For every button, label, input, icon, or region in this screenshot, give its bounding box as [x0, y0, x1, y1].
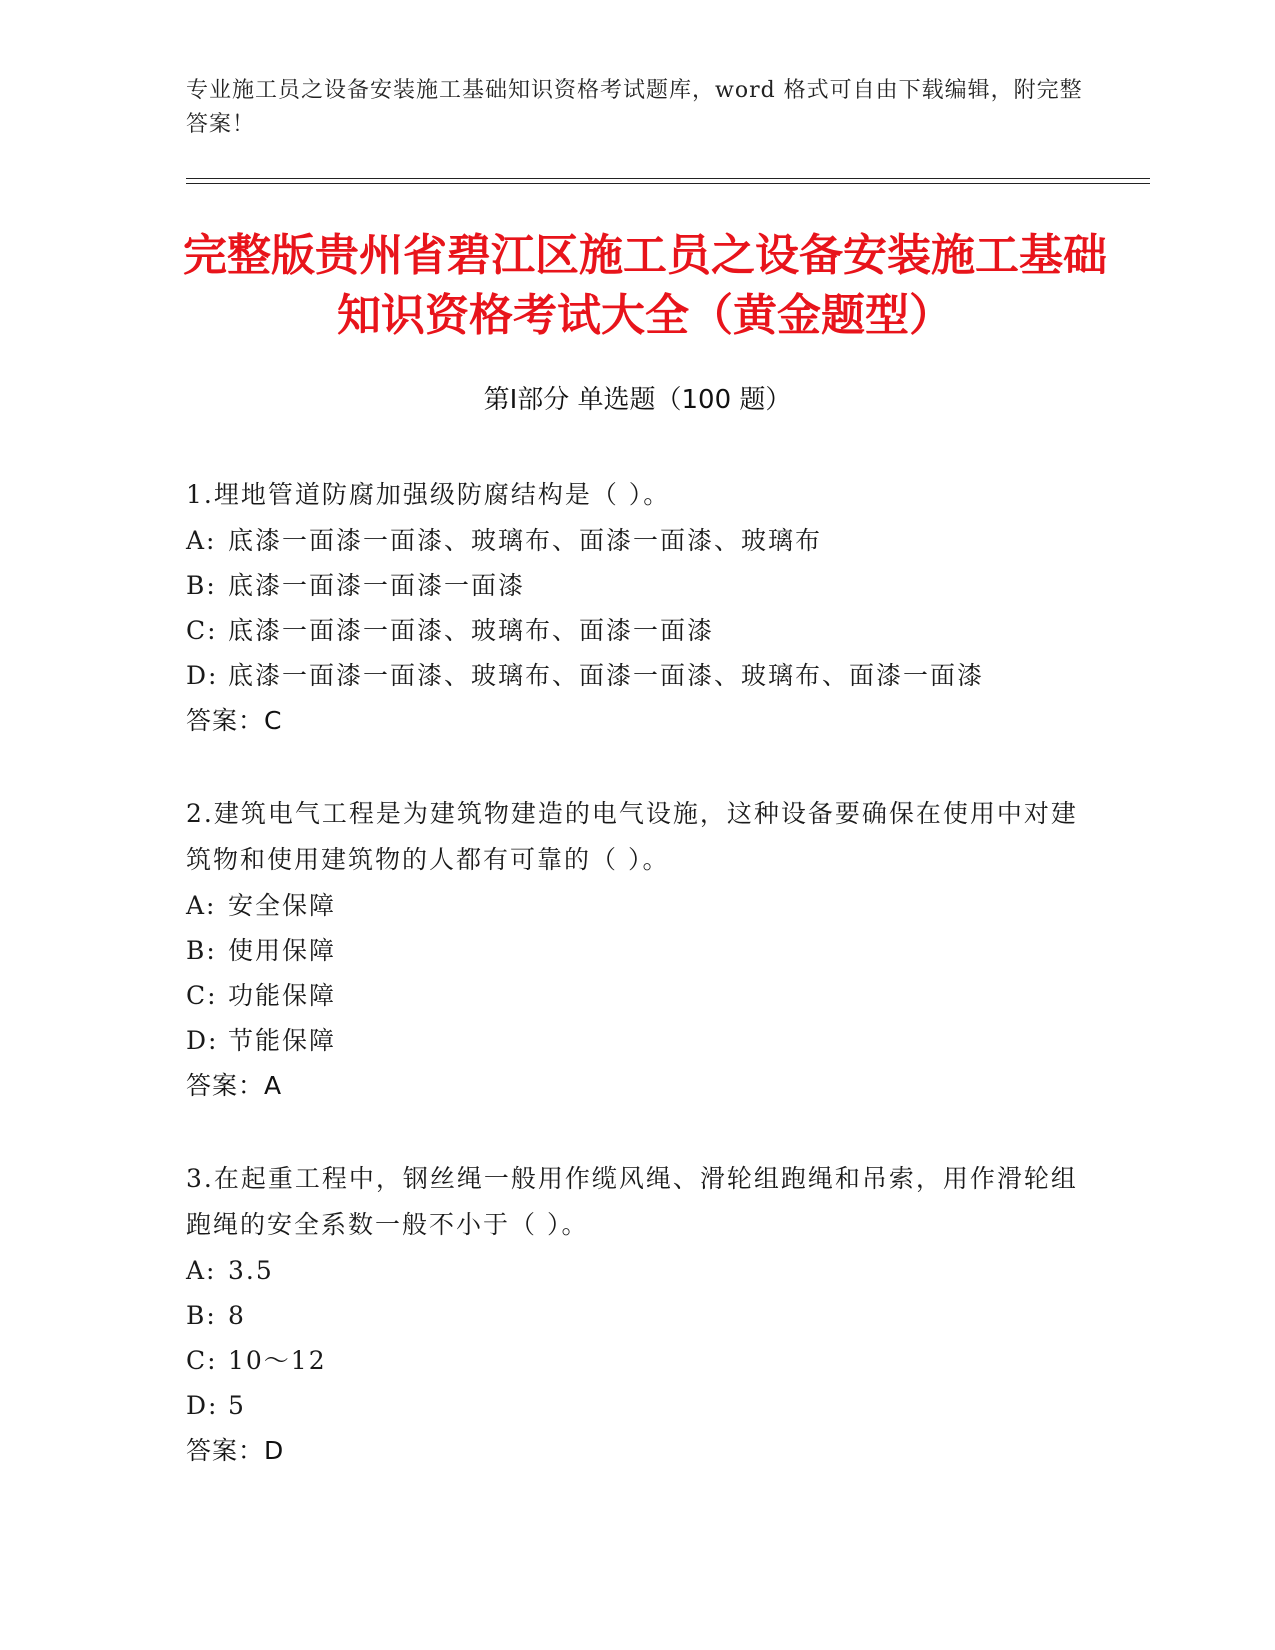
- option-text: 安全保障: [228, 891, 337, 920]
- option-list: [186, 518, 1086, 698]
- answer-label: 答案：: [186, 706, 265, 735]
- option-key: C:: [186, 1346, 218, 1375]
- question-stem: 1.埋地管道防腐加强级防腐结构是（ ）。: [186, 480, 671, 509]
- option-b: [186, 1293, 1086, 1338]
- option-key: B:: [186, 1301, 217, 1330]
- option-b: [186, 563, 1086, 608]
- answer-label: 答案：: [186, 1071, 265, 1100]
- option-text: 节能保障: [228, 1026, 337, 1055]
- question-list: [186, 472, 1086, 1521]
- option-text: 10～12: [228, 1346, 327, 1375]
- answer-value: C: [264, 706, 283, 735]
- option-key: D:: [186, 1391, 219, 1420]
- question-stem: 2.建筑电气工程是为建筑物建造的电气设施，这种设备要确保在使用中对建筑物和使用建筑物的人都有可靠的（ ）。: [186, 799, 1078, 874]
- header-note: 专业施工员之设备安装施工基础知识资格考试题库，word 格式可自由下载编辑，附完整答案！: [186, 78, 1083, 137]
- option-c: [186, 1338, 1086, 1383]
- option-text: 3.5: [228, 1256, 274, 1285]
- option-c: [186, 608, 1086, 653]
- answer-line: [186, 1428, 1086, 1474]
- answer-label: 答案：: [186, 1436, 265, 1465]
- question-stem: 3.在起重工程中，钢丝绳一般用作缆风绳、滑轮组跑绳和吊索，用作滑轮组跑绳的安全系数一般不小于（ ）。: [186, 1164, 1078, 1239]
- option-b: [186, 928, 1086, 973]
- option-text: 8: [228, 1301, 246, 1330]
- option-key: A:: [186, 526, 217, 555]
- answer-value: D: [264, 1436, 285, 1465]
- option-d: [186, 1018, 1086, 1063]
- question-3: [186, 1156, 1086, 1474]
- option-key: D:: [186, 1026, 219, 1055]
- option-text: 底漆一面漆一面漆、玻璃布、面漆一面漆、玻璃布: [228, 526, 823, 555]
- option-list: [186, 883, 1086, 1063]
- option-text: 底漆一面漆一面漆一面漆: [228, 571, 526, 600]
- option-a: [186, 883, 1086, 928]
- option-text: 底漆一面漆一面漆、玻璃布、面漆一面漆: [228, 616, 715, 645]
- option-key: A:: [186, 1256, 217, 1285]
- answer-value: A: [264, 1071, 283, 1100]
- option-key: D:: [186, 661, 219, 690]
- option-text: 使用保障: [228, 936, 337, 965]
- option-d: [186, 1383, 1086, 1428]
- answer-line: [186, 698, 1086, 744]
- option-list: [186, 1248, 1086, 1428]
- option-a: [186, 1248, 1086, 1293]
- option-key: C:: [186, 616, 218, 645]
- question-2: [186, 791, 1086, 1109]
- question-1: [186, 472, 1086, 744]
- header-divider-bottom: [186, 183, 1150, 184]
- option-c: [186, 973, 1086, 1018]
- option-text: 5: [228, 1391, 246, 1420]
- document-title: 完整版贵州省碧江区施工员之设备安装施工基础知识资格考试大全（黄金题型）: [183, 230, 1107, 341]
- option-text: 底漆一面漆一面漆、玻璃布、面漆一面漆、玻璃布、面漆一面漆: [228, 661, 985, 690]
- option-key: B:: [186, 571, 217, 600]
- option-key: C:: [186, 981, 218, 1010]
- section-title: 第Ⅰ部分 单选题（100 题）: [483, 385, 792, 415]
- answer-line: [186, 1063, 1086, 1109]
- option-text: 功能保障: [228, 981, 337, 1010]
- header-divider-top: [186, 178, 1150, 179]
- option-key: B:: [186, 936, 217, 965]
- option-d: [186, 653, 1086, 698]
- option-key: A:: [186, 891, 217, 920]
- option-a: [186, 518, 1086, 563]
